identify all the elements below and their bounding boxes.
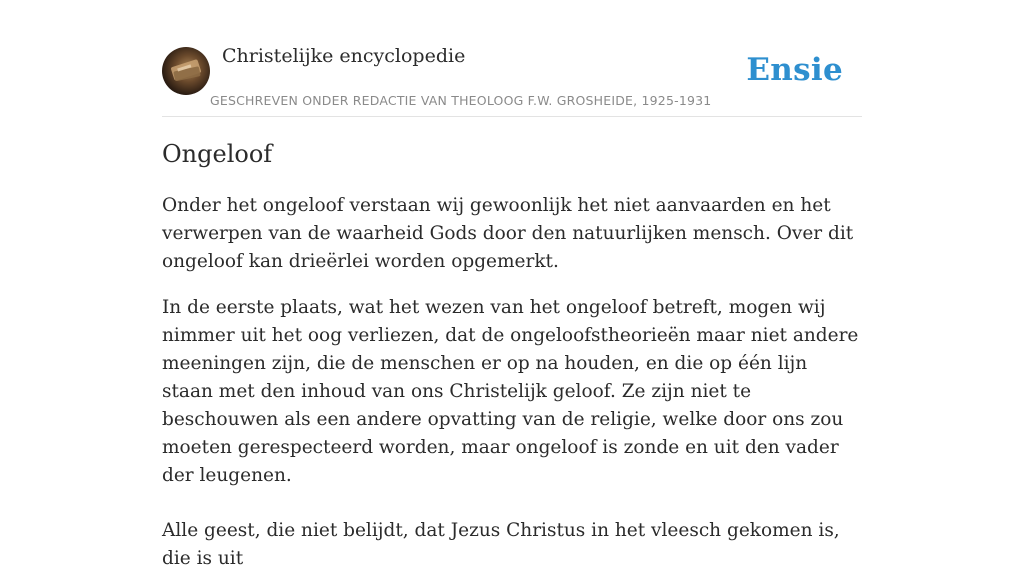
article-paragraph: Onder het ongeloof verstaan wij gewoonlijk het niet aanvaarden en het verwerpen van de waarheid Gods door den natuurlijken mensch. Over dit ongeloof kan drieërlei worden opgemerkt. [162, 195, 854, 272]
article-paragraph: Alle geest, die niet belijdt, dat Jezus Christus in het vleesch gekomen is, die is uit [162, 520, 840, 569]
article [162, 138, 862, 573]
site-header [162, 0, 862, 117]
article-title: Ongeloof [162, 140, 273, 168]
article-paragraph: In de eerste plaats, wat het wezen van het ongeloof betreft, mogen wij nimmer uit het oog verliezen, dat de ongeloofstheorieën maar niet andere meeningen zijn, die de menschen er op na houden, en die op één lijn staan met den inhoud van ons Christelijk geloof. Ze zijn niet te beschouwen als een andere opvatting van de religie, welke door ons zou moeten gerespecteerd worden, maar ongeloof is zonde en uit den vader der leugenen. [162, 297, 859, 486]
brand-logo[interactable]: Ensie [746, 52, 843, 88]
book-photo-icon [162, 47, 210, 95]
site-subtitle: GESCHREVEN ONDER REDACTIE VAN THEOLOOG F.W. GROSHEIDE, 1925-1931 [210, 93, 712, 108]
site-title[interactable]: Christelijke encyclopedie [222, 45, 466, 67]
avatar[interactable] [162, 47, 210, 95]
